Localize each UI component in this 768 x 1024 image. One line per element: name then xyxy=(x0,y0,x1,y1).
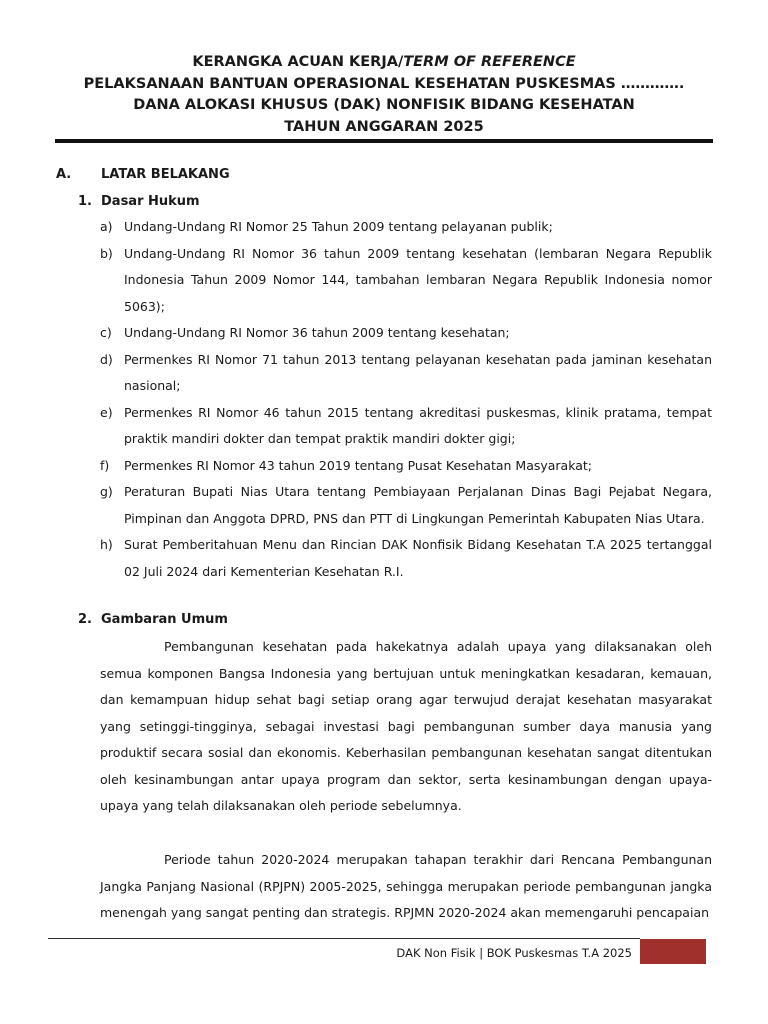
list-item xyxy=(100,241,712,321)
list-marker: c) xyxy=(100,325,112,340)
list-item xyxy=(100,400,712,453)
subsection-1-number: 1. xyxy=(78,194,92,209)
subsection-2-title: Gambaran Umum xyxy=(101,612,228,627)
list-item xyxy=(100,320,712,347)
subsection-2-heading xyxy=(78,611,228,629)
title-line-3: DANA ALOKASI KHUSUS (DAK) NONFISIK BIDANG KESEHATAN xyxy=(133,97,635,113)
list-item-text: Peraturan Bupati Nias Utara tentang Pembiayaan Perjalanan Dinas Bagi Pejabat Negara, Pimpinan dan Anggota DPRD, PNS dan PTT di Lingkungan Pemerintah Kabupaten Nias Utara. xyxy=(124,484,712,526)
body-paragraph xyxy=(100,634,712,820)
list-marker: d) xyxy=(100,351,113,367)
list-marker: a) xyxy=(100,219,113,234)
list-item-text: Surat Pemberitahuan Menu dan Rincian DAK Nonfisik Bidang Kesehatan T.A 2025 tertanggal 02 Juli 2024 dari Kementerian Kesehatan R.I. xyxy=(124,537,712,579)
section-a-number: A. xyxy=(56,167,72,182)
list-marker: f) xyxy=(100,457,110,473)
subsection-2-number: 2. xyxy=(78,612,92,627)
title-divider xyxy=(55,139,713,143)
list-marker: e) xyxy=(100,404,113,420)
document-title-block xyxy=(56,52,712,138)
body-paragraph-text: Pembangunan kesehatan pada hakekatnya adalah upaya yang dilaksanakan oleh semua komponen Bangsa Indonesia yang bertujuan untuk meningkatkan kesadaran, kemauan, dan kemampuan hidup sehat bagi setiap orang agar terwujud derajat kesehatan masyarakat yang setinggi-tingginya, sebagai investasi bagi pembangunan sumber daya manusia yang produktif secara sosial dan ekonomis. Keberhasilan pembangunan kesehatan sangat ditentukan oleh kesinambungan antar upaya program dan sektor, serta kesinambungan dengan upaya-upaya yang telah dilaksanakan oleh periode sebelumnya. xyxy=(100,639,712,813)
title-kak: KERANGKA ACUAN KERJA/ xyxy=(192,54,404,70)
list-marker: g) xyxy=(100,484,113,499)
list-item-text: Permenkes RI Nomor 43 tahun 2019 tentang Pusat Kesehatan Masyarakat; xyxy=(124,457,593,473)
list-marker: b) xyxy=(100,245,113,261)
section-a-heading xyxy=(56,166,230,184)
list-item-text: Permenkes RI Nomor 71 tahun 2013 tentang pelayanan kesehatan pada jaminan kesehatan nasional; xyxy=(124,351,712,393)
section-a-title: LATAR BELAKANG xyxy=(101,167,230,182)
footer-text: DAK Non Fisik | BOK Puskesmas T.A 2025 xyxy=(396,946,632,960)
list-item xyxy=(100,453,712,480)
list-item-text: Undang-Undang RI Nomor 36 tahun 2009 tentang kesehatan; xyxy=(124,325,510,340)
title-line-2: PELAKSANAAN BANTUAN OPERASIONAL KESEHATAN PUSKESMAS …………. xyxy=(83,75,685,92)
title-line-4: TAHUN ANGGARAN 2025 xyxy=(284,118,484,135)
footer-divider xyxy=(48,938,640,939)
list-item-text: Undang-Undang RI Nomor 36 tahun 2009 tentang kesehatan (lembaran Negara Republik Indonesia Tahun 2009 Nomor 144, tambahan lembaran Negara Republik Indonesia nomor 5063); xyxy=(124,245,712,314)
list-item xyxy=(100,479,712,532)
list-item xyxy=(100,347,712,400)
title-tor: TERM OF REFERENCE xyxy=(403,54,576,70)
footer-accent-block xyxy=(640,939,706,964)
title-line-1 xyxy=(56,52,712,74)
list-item xyxy=(100,214,712,241)
list-item-text: Undang-Undang RI Nomor 25 Tahun 2009 tentang pelayanan publik; xyxy=(124,219,553,234)
subsection-1-title: Dasar Hukum xyxy=(101,194,200,209)
legal-basis-list xyxy=(100,214,712,585)
list-marker: h) xyxy=(100,537,113,552)
body-paragraph xyxy=(100,847,712,927)
subsection-1-heading xyxy=(78,193,200,211)
list-item xyxy=(100,532,712,585)
body-paragraph-text: Periode tahun 2020-2024 merupakan tahapan terakhir dari Rencana Pembangunan Jangka Panjang Nasional (RPJPN) 2005-2025, sehingga merupakan periode pembangunan jangka menengah yang sangat penting dan strategis. RPJMN 2020-2024 akan memengaruhi pencapaian xyxy=(100,852,712,920)
list-item-text: Permenkes RI Nomor 46 tahun 2015 tentang akreditasi puskesmas, klinik pratama, tempat praktik mandiri dokter dan tempat praktik mandiri dokter gigi; xyxy=(124,404,712,446)
